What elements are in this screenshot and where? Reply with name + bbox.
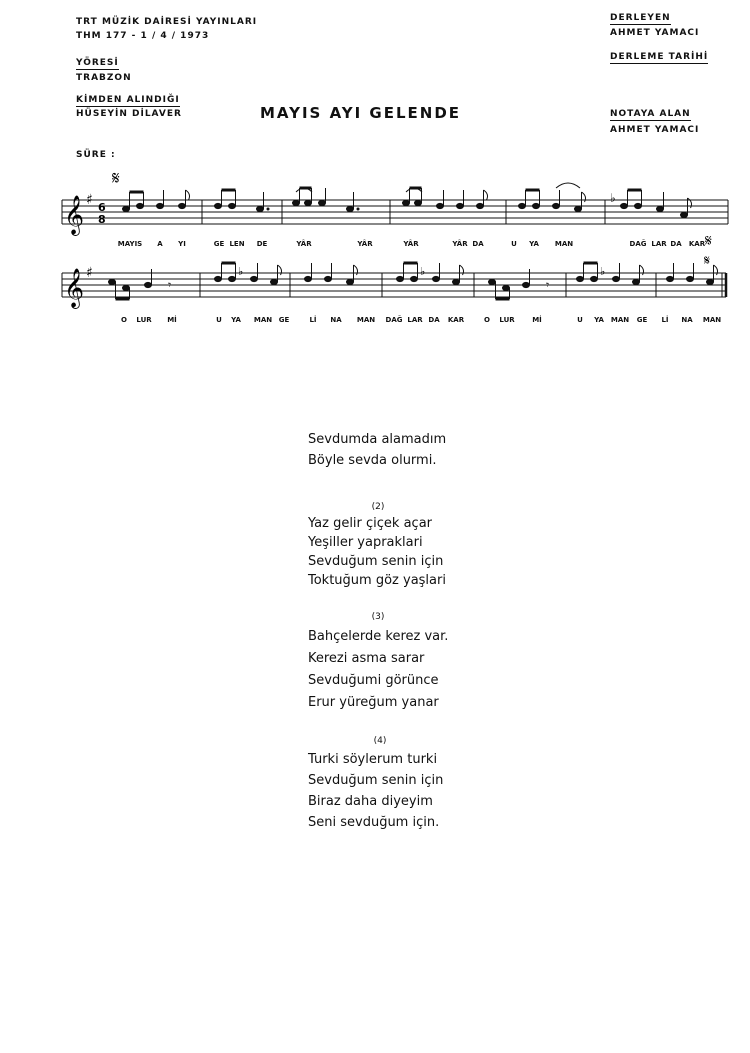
syllable: U (511, 240, 517, 248)
flat-icon: ♭ (610, 191, 616, 205)
syllable: GE (636, 316, 648, 324)
source-value: HÜSEYİN DİLAVER (76, 109, 182, 119)
treble-clef-icon: 𝄞 (64, 195, 85, 235)
verse-number: (4) (373, 736, 387, 746)
verse-line: Turki söylerum turki (308, 752, 438, 767)
verse-line: Biraz daha diyeyim (308, 794, 433, 809)
syllable: NA (330, 316, 342, 324)
verse-line: Sevduğum senin için (308, 773, 444, 788)
collector-value: AHMET YAMACI (610, 28, 700, 38)
time-signature-bottom: 8 (98, 213, 106, 226)
syllable: NA (681, 316, 693, 324)
syllable: MAN (554, 240, 574, 248)
syllable: Lİ (309, 316, 317, 324)
verse-line: Seni sevduğum için. (308, 815, 440, 830)
publisher: TRT MÜZİK DAİRESİ YAYINLARI (76, 17, 258, 27)
verse-3 (308, 612, 508, 712)
verse-1 (308, 432, 508, 472)
segno-end-icon: 𝄋 (705, 231, 712, 250)
staff-system-1 (60, 170, 730, 250)
syllable: U (216, 316, 222, 324)
syllable: YI (178, 240, 186, 248)
verse-line: Bahçelerde kerez var. (308, 629, 449, 644)
flat-icon: ♭ (600, 265, 606, 278)
collection-date-label: DERLEME TARİHİ (610, 52, 709, 62)
syllable: O (484, 316, 490, 324)
staff-system-2 (60, 253, 730, 323)
syllable: YA (594, 316, 604, 324)
syllable: A (157, 240, 163, 248)
syllable: GE (278, 316, 290, 324)
verse-2 (308, 502, 508, 592)
sharp-icon: ♯ (86, 192, 93, 208)
verse-line: Yeşiller yapraklari (308, 535, 423, 550)
syllable: MAN (253, 316, 273, 324)
syllable: LAR (407, 316, 423, 324)
syllable: MAN (356, 316, 376, 324)
verse-line: Toktuğum göz yaşlari (308, 573, 446, 588)
sharp-icon: ♯ (86, 265, 93, 281)
syllable: KAR (688, 240, 706, 248)
syllable: DAĞ (629, 240, 647, 248)
syllable: YÂR (357, 240, 373, 248)
verse-line: Sevdumda alamadım (308, 432, 447, 447)
treble-clef-icon: 𝄞 (64, 268, 85, 308)
syllable: DA (428, 316, 440, 324)
syllable: MAYIS (117, 240, 143, 248)
source-label: KİMDEN ALINDIĞI (76, 95, 180, 105)
syllable: Mİ (532, 316, 542, 324)
verse-line: Yaz gelir çiçek açar (308, 516, 433, 531)
duration-label: SÜRE : (76, 150, 116, 160)
time-signature-top: 6 (98, 201, 106, 214)
verse-line: Kerezi asma sarar (308, 651, 425, 666)
catalog-number: THM 177 - 1 / 4 / 1973 (76, 31, 210, 41)
syllable: DA (670, 240, 682, 248)
verse-line: Sevduğumi görünce (308, 673, 439, 688)
syllable: YÂR (452, 240, 468, 248)
syllable: LAR (651, 240, 667, 248)
syllable: LUR (136, 316, 152, 324)
syllable: KAR (447, 316, 465, 324)
syllable: MAN (702, 316, 722, 324)
notation-value: AHMET YAMACI (610, 125, 700, 135)
segno-icon: 𝄋 (112, 168, 120, 189)
syllable: Lİ (661, 316, 669, 324)
flat-icon: ♭ (420, 265, 426, 278)
syllable: YA (529, 240, 539, 248)
syllable: U (577, 316, 583, 324)
syllable: YÂR (296, 240, 312, 248)
syllable: Mİ (167, 316, 177, 324)
song-title: MAYIS AYI GELENDE (260, 104, 462, 122)
svg-text:𝄾: 𝄾 (168, 278, 172, 292)
flat-icon: ♭ (238, 265, 244, 278)
lyrics-system-2 (0, 316, 750, 326)
syllable: LEN (229, 240, 245, 248)
syllable: DAĞ (385, 316, 403, 324)
collector-label: DERLEYEN (610, 13, 671, 23)
region-label: YÖRESİ (76, 58, 119, 68)
verse-line: Böyle sevda olurmi. (308, 453, 437, 468)
syllable: DA (472, 240, 484, 248)
svg-text:𝄾: 𝄾 (546, 278, 550, 292)
syllable: MAN (610, 316, 630, 324)
verse-number: (2) (371, 502, 385, 512)
syllable: DE (256, 240, 268, 248)
lyrics-system-1 (0, 240, 750, 250)
syllable: O (121, 316, 127, 324)
verse-number: (3) (371, 612, 385, 622)
verse-line: Sevduğum senin için (308, 554, 444, 569)
syllable: YA (231, 316, 241, 324)
notation-label: NOTAYA ALAN (610, 109, 691, 119)
region-value: TRABZON (76, 73, 132, 83)
verse-line: Erur yüreğum yanar (308, 695, 439, 710)
segno-end-icon: 𝄋 (704, 253, 711, 269)
syllable: LUR (499, 316, 515, 324)
syllable: GE (213, 240, 225, 248)
syllable: YÂR (403, 240, 419, 248)
verse-4 (308, 736, 508, 836)
